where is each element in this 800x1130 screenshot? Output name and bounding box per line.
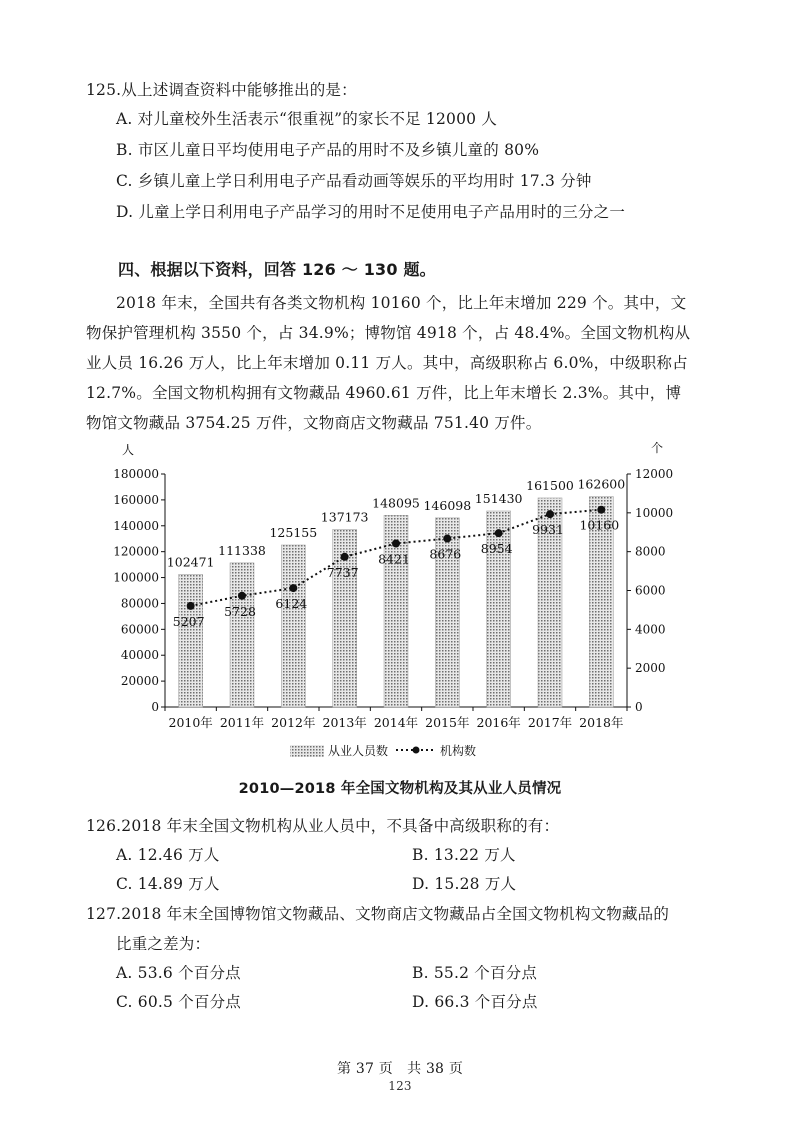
- right-tick-label: 10000: [635, 505, 674, 520]
- right-tick-label: 4000: [635, 622, 666, 637]
- legend-bar-label: 从业人员数: [328, 744, 389, 758]
- q126-stem: 126.2018 年末全国文物机构从业人员中，不具备中高级职称的有：: [86, 817, 560, 835]
- x-tick-label: 2014年: [373, 715, 419, 730]
- q125-option-a[interactable]: A. 对儿童校外生活表示“很重视”的家长不足 12000 人: [116, 110, 498, 128]
- x-tick-label: 2016年: [476, 715, 521, 730]
- left-tick-label: 0: [151, 700, 159, 714]
- bar-value-label: 125155: [269, 524, 318, 540]
- bar-employees: [179, 574, 203, 707]
- line-point: [546, 510, 554, 518]
- left-tick-label: 60000: [120, 622, 159, 637]
- bar-employees: [230, 563, 254, 707]
- q127-option-a[interactable]: A. 53.6 个百分点: [116, 964, 241, 982]
- q125-option-d[interactable]: D. 儿童上学日利用电子产品学习的用时不足使用电子产品用时的三分之一: [116, 203, 626, 221]
- bar-value-label: 137173: [320, 509, 369, 525]
- line-value-label: 9931: [532, 522, 564, 538]
- left-tick-label: 80000: [120, 596, 159, 611]
- line-value-label: 8421: [378, 551, 410, 567]
- q125-stem: 125.从上述调查资料中能够推出的是：: [86, 81, 357, 99]
- bar-value-label: 146098: [423, 497, 472, 513]
- left-tick-label: 20000: [120, 674, 159, 689]
- bar-employees: [281, 545, 305, 707]
- bar-value-label: 151430: [474, 490, 523, 506]
- left-tick-label: 100000: [113, 570, 159, 585]
- line-point: [443, 535, 451, 543]
- x-tick-label: 2011年: [219, 715, 265, 730]
- x-tick-label: 2018年: [579, 715, 624, 730]
- line-point: [392, 539, 400, 547]
- left-tick-label: 40000: [120, 648, 159, 663]
- section-title: 四、根据以下资料，回答 126 ～ 130 题。: [118, 260, 436, 279]
- x-tick-label: 2012年: [271, 715, 316, 730]
- q127-option-b[interactable]: B. 55.2 个百分点: [412, 964, 538, 982]
- left-tick-label: 180000: [113, 467, 159, 481]
- x-tick-label: 2013年: [322, 715, 367, 730]
- right-tick-label: 6000: [635, 583, 666, 598]
- right-tick-label: 0: [635, 700, 643, 714]
- left-tick-label: 160000: [113, 492, 159, 507]
- paragraph-line: 物馆文物藏品 3754.25 万件，文物商店文物藏品 751.40 万件。: [86, 414, 542, 432]
- bar-value-label: 148095: [372, 495, 420, 511]
- legend-bar-swatch: [290, 745, 324, 757]
- left-axis-unit: 人: [122, 443, 135, 457]
- right-tick-label: 2000: [635, 661, 666, 676]
- page-number: 123: [388, 1079, 412, 1093]
- left-tick-label: 120000: [113, 544, 159, 559]
- bar-value-label: 111338: [218, 542, 266, 558]
- paragraph-line: 业人员 16.26 万人，比上年末增加 0.11 万人。其中，高级职称占 6.0%，中级职称占: [86, 354, 688, 372]
- line-point: [597, 506, 605, 514]
- right-tick-label: 12000: [635, 467, 674, 481]
- line-point: [495, 529, 503, 537]
- paragraph-line: 12.7%。全国文物机构拥有文物藏品 4960.61 万件，比上年末增长 2.3%。其中，博: [86, 384, 682, 402]
- line-value-label: 5207: [172, 613, 205, 629]
- legend-line-label: 机构数: [440, 744, 477, 758]
- line-point: [238, 592, 246, 600]
- line-point: [187, 602, 195, 610]
- paragraph-line: 物保护管理机构 3550 个，占 34.9%；博物馆 4918 个，占 48.4%。全国文物机构从: [86, 324, 691, 342]
- plot-area: [113, 467, 673, 730]
- left-tick-label: 140000: [113, 518, 159, 533]
- line-point: [341, 553, 349, 561]
- q125-option-c[interactable]: C. 乡镇儿童上学日利用电子产品看动画等娱乐的平均用时 17.3 分钟: [116, 172, 592, 190]
- line-point: [289, 584, 297, 592]
- combo-chart: [100, 440, 680, 765]
- chart-caption: 2010—2018 年全国文物机构及其从业人员情况: [238, 781, 562, 797]
- right-tick-label: 8000: [635, 544, 666, 559]
- q126-option-b[interactable]: B. 13.22 万人: [412, 846, 516, 864]
- line-value-label: 8954: [480, 541, 513, 557]
- x-tick-label: 2010年: [168, 715, 213, 730]
- q125-option-b[interactable]: B. 市区儿童日平均使用电子产品的用时不及乡镇儿童的 80%: [116, 141, 540, 159]
- q127-option-c[interactable]: C. 60.5 个百分点: [116, 993, 242, 1011]
- q127-stem-cont: 比重之差为：: [116, 935, 211, 953]
- q127-stem: 127.2018 年末全国博物馆文物藏品、文物商店文物藏品占全国文物机构文物藏品的: [86, 905, 670, 923]
- q126-option-a[interactable]: A. 12.46 万人: [116, 846, 220, 864]
- q127-option-d[interactable]: D. 66.3 个百分点: [412, 993, 538, 1011]
- bar-value-label: 162600: [577, 476, 626, 492]
- bar-value-label: 102471: [166, 554, 215, 570]
- line-value-label: 7737: [326, 564, 359, 580]
- line-value-label: 10160: [579, 517, 620, 533]
- page-indicator: 第 37 页 共 38 页: [336, 1061, 464, 1077]
- right-axis-unit: 个: [651, 441, 664, 455]
- line-value-label: 8676: [429, 546, 462, 562]
- line-value-label: 6124: [275, 596, 308, 612]
- x-tick-label: 2015年: [425, 715, 470, 730]
- q126-option-c[interactable]: C. 14.89 万人: [116, 875, 220, 893]
- line-value-label: 5728: [224, 603, 256, 619]
- paragraph-line: 2018 年末，全国共有各类文物机构 10160 个，比上年末增加 229 个。其中，文: [116, 294, 687, 312]
- bar-value-label: 161500: [526, 477, 574, 493]
- legend-line-marker: [413, 747, 420, 754]
- q126-option-d[interactable]: D. 15.28 万人: [412, 875, 517, 893]
- x-tick-label: 2017年: [527, 715, 573, 730]
